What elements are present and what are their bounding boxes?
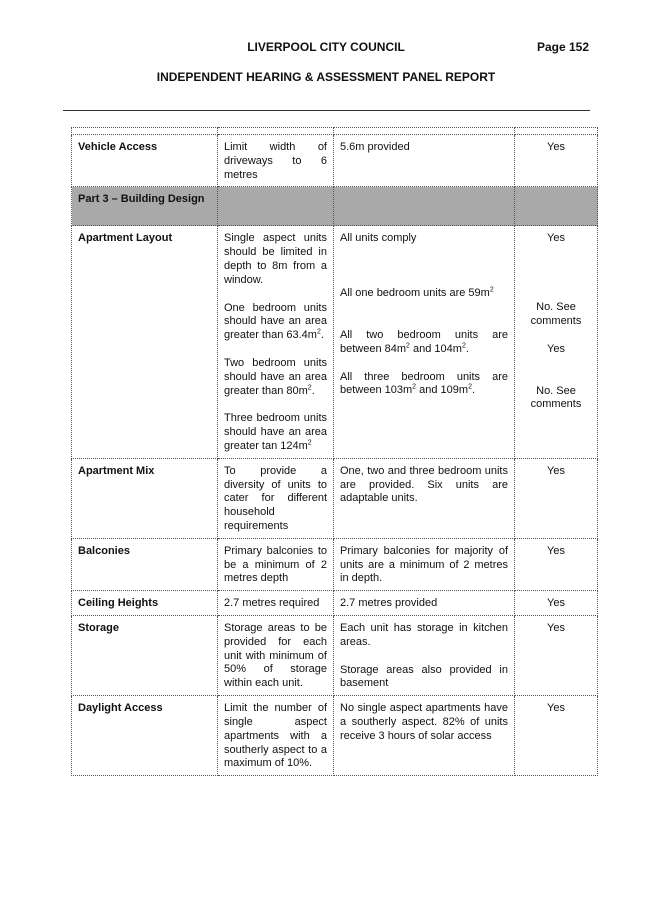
control-name: Storage xyxy=(72,615,218,695)
provided-text: All three bedroom units are between $103m^2$ and $109m^2$. xyxy=(340,370,508,397)
compliance-value: No. See comments xyxy=(530,301,582,327)
provided-text: 2.7 metres provided xyxy=(334,591,515,616)
requirement-cell xyxy=(218,226,334,458)
control-name: Apartment Mix xyxy=(72,458,218,538)
compliance-value: Yes xyxy=(515,615,598,695)
compliance-value: Yes xyxy=(515,458,598,538)
requirement-text: Two bedroom units should have an area greater than $80m^2$. xyxy=(224,356,327,397)
compliance-value: Yes xyxy=(547,232,565,245)
control-name: Vehicle Access xyxy=(72,135,218,187)
compliance-value: Yes xyxy=(515,591,598,616)
table-row-apartment-mix xyxy=(72,458,598,538)
compliance-table xyxy=(71,127,598,776)
provided-text: All two bedroom units are between $84m^2$ and $104m^2$. xyxy=(340,328,508,355)
provided-text: Each unit has storage in kitchen areas. xyxy=(340,621,508,648)
table-row-ceiling-heights xyxy=(72,591,598,616)
table-row-vehicle-access xyxy=(72,135,598,187)
requirement-text: Single aspect units should be limited in depth to 8m from a window. xyxy=(224,232,327,286)
provided-cell xyxy=(334,615,515,695)
table-row-balconies xyxy=(72,538,598,590)
requirement-text: Storage areas to be provided for each unit with minimum of 50% of storage within each unit. xyxy=(218,615,334,695)
requirement-text: To provide a diversity of units to cater for different household requirements xyxy=(218,458,334,538)
report-title: INDEPENDENT HEARING & ASSESSMENT PANEL REPORT xyxy=(156,70,496,84)
requirement-text: One bedroom units should have an area greater than $63.4m^2$. xyxy=(224,301,327,342)
control-name: Apartment Layout xyxy=(72,226,218,458)
header-rule xyxy=(63,110,590,111)
section-label: Part 3 – Building Design xyxy=(72,187,218,226)
provided-text: Primary balconies for majority of units are a minimum of 2 metres in depth. xyxy=(334,538,515,590)
requirement-text: 2.7 metres required xyxy=(218,591,334,616)
council-name: LIVERPOOL CITY COUNCIL xyxy=(247,40,405,54)
requirement-text: Primary balconies to be a minimum of 2 metres depth xyxy=(218,538,334,590)
provided-text: 5.6m provided xyxy=(334,135,515,187)
section-row-part3 xyxy=(72,187,598,226)
requirement-text: Three bedroom units should have an area greater $\tan 124m^2$ xyxy=(224,412,327,452)
provided-cell xyxy=(334,226,515,458)
provided-text: Storage areas also provided in basement xyxy=(340,663,508,690)
control-name: Balconies xyxy=(72,538,218,590)
provided-text: All one bedroom units are $59m^2$ xyxy=(340,286,494,300)
table-row-apartment-layout xyxy=(72,226,598,458)
provided-text: No single aspect apartments have a southerly aspect. 82% of units receive 3 hours of solar access xyxy=(334,696,515,776)
compliance-value: No. See comments xyxy=(530,384,582,411)
compliance-value: Yes xyxy=(515,135,598,187)
compliance-value: Yes xyxy=(547,342,565,355)
requirement-text: Limit width of driveways to 6 metres xyxy=(218,135,334,187)
provided-text: All units comply xyxy=(340,232,417,245)
compliance-value: Yes xyxy=(515,538,598,590)
table-top-spacer xyxy=(72,128,598,135)
control-name: Daylight Access xyxy=(72,696,218,776)
compliance-value: Yes xyxy=(515,696,598,776)
requirement-text: Limit the number of single aspect apartments with a southerly aspect to a maximum of 10%. xyxy=(218,696,334,776)
control-name: Ceiling Heights xyxy=(72,591,218,616)
page-number: Page 152 xyxy=(536,40,589,54)
table-row-daylight-access xyxy=(72,696,598,776)
provided-text: One, two and three bedroom units are provided. Six units are adaptable units. xyxy=(334,458,515,538)
table-row-storage xyxy=(72,615,598,695)
compliance-cell xyxy=(515,226,598,458)
